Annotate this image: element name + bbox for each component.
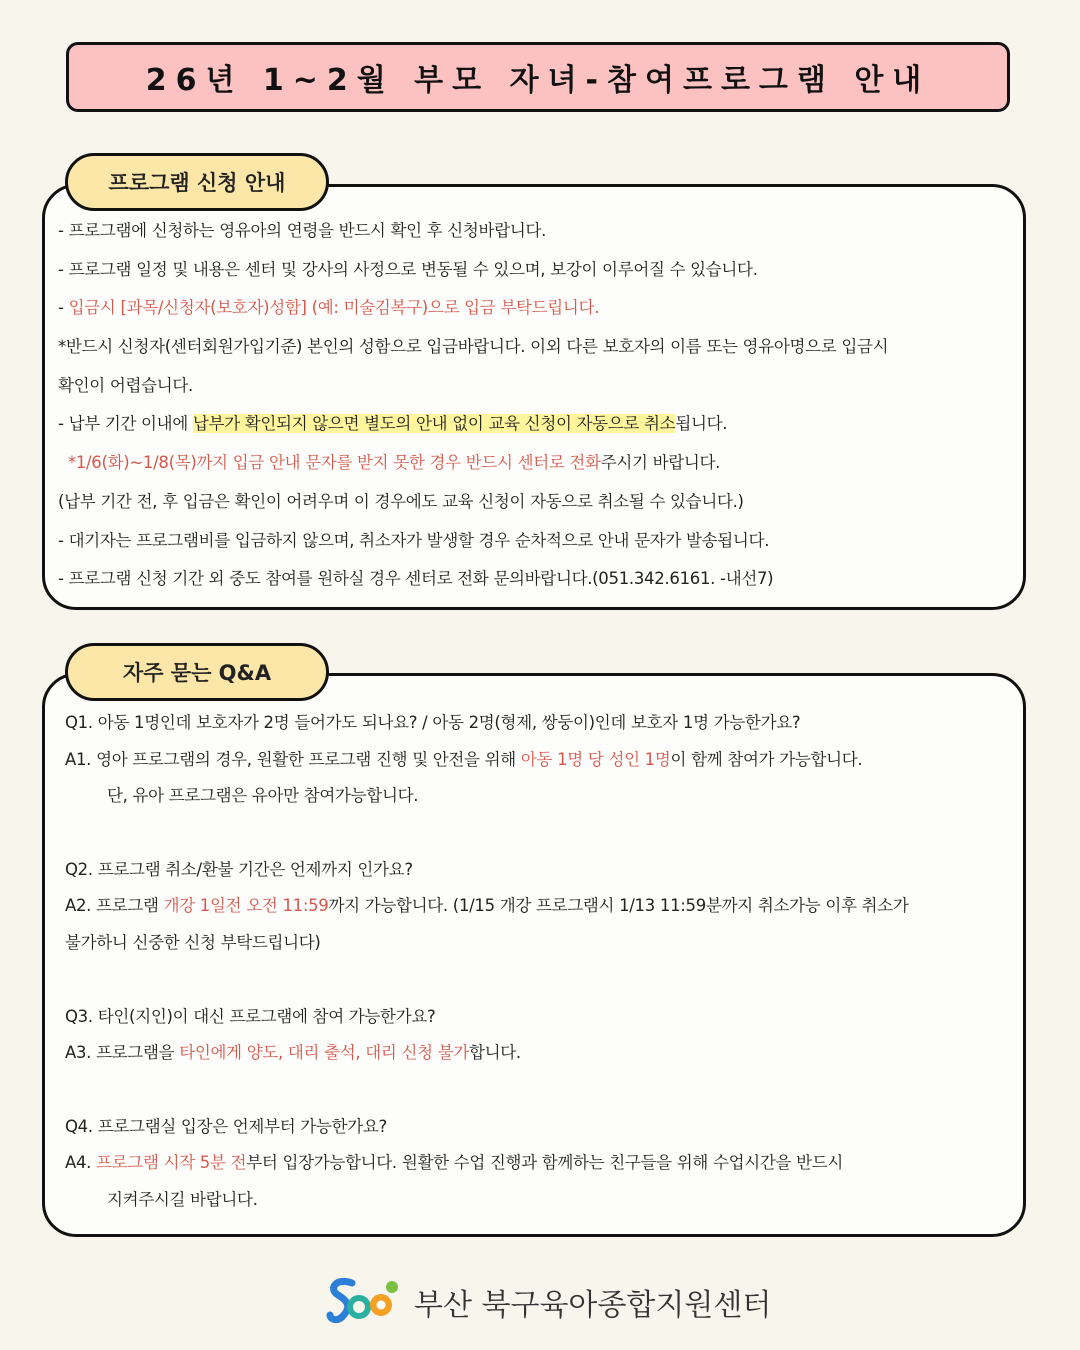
answer-1-emphasis: 아동 1명 당 성인 1명 [520,749,671,769]
answer-4-line2: 지켜주시길 바랍니다. [107,1189,258,1209]
answer-2 [65,888,1005,925]
notice-line: *반드시 신청자(센터회원가입기준) 본인의 성함으로 입금바랍니다. 이외 다른 보호자의 이름 또는 영유아명으로 입금시 [58,337,889,357]
answer-4-suffix: 부터 입장가능합니다. 원활한 수업 진행과 함께하는 친구들을 위해 수업시간을 반드시 [246,1153,844,1173]
answer-1-prefix: A1. 영아 프로그램의 경우, 원활한 프로그램 진행 및 안전을 위해 [65,749,521,769]
question-4: Q4. 프로그램실 입장은 언제부터 가능한가요? [65,1116,387,1136]
notice-line-prefix: - 납부 기간 이내에 [58,414,193,434]
notice-list [58,212,1008,599]
question-3: Q3. 타인(지인)이 대신 프로그램에 참여 가능한가요? [65,1006,436,1026]
notice-line-prefix [58,453,68,472]
answer-3-prefix: A3. 프로그램을 [65,1043,180,1063]
answer-1-suffix: 이 함께 참여가 가능합니다. [670,749,863,769]
question-2: Q2. 프로그램 취소/환불 기간은 언제까지 인가요? [65,859,413,879]
answer-3-suffix: 합니다. [469,1043,521,1063]
call-center-warning: *1/6(화)~1/8(목)까지 입금 안내 문자를 받지 못한 경우 반드시 센터로 전화 [67,453,601,473]
notice-line: (납부 기간 전, 후 입금은 확인이 어려우며 이 경우에도 교육 신청이 자동으로 취소될 수 있습니다.) [58,491,744,511]
center-logo-icon [326,1275,404,1329]
notice-line: - 프로그램 신청 기간 외 중도 참여를 원하실 경우 센터로 전화 문의바랍니다.(051.342.6161. -내선7) [58,569,774,589]
answer-4-emphasis: 프로그램 시작 5분 전 [96,1153,247,1173]
answer-1 [65,742,1005,779]
notice-line-suffix: 주시기 바랍니다. [600,453,721,473]
answer-4-prefix: A4. [65,1153,97,1173]
notice-line [58,405,1008,444]
notice-line: - 프로그램 일정 및 내용은 센터 및 강사의 사정으로 변동될 수 있으며, 보강이 이루어질 수 있습니다. [58,259,758,279]
footer [326,1272,771,1332]
notice-line [58,444,1008,483]
notice-line: - 대기자는 프로그램비를 입금하지 않으며, 취소자가 발생할 경우 순차적으로 안내 문자가 발송됩니다. [58,530,770,550]
title-banner [66,42,1010,112]
answer-3-emphasis: 타인에게 양도, 대리 출석, 대리 신청 불가 [179,1043,470,1063]
answer-1-line2: 단, 유아 프로그램은 유아만 참여가능합니다. [107,786,419,806]
answer-3 [65,1035,1005,1072]
notice-line [58,289,1008,328]
answer-2-prefix: A2. 프로그램 [65,896,164,916]
qa-tab: 자주 묻는 Q&A [65,643,329,701]
qa-list [65,705,1005,1219]
notice-line: 확인이 어렵습니다. [58,375,194,395]
center-name: 부산 북구육아종합지원센터 [414,1288,772,1323]
question-1: Q1. 아동 1명인데 보호자가 2명 들어가도 되나요? / 아동 2명(형제, 쌍둥이)인데 보호자 1명 가능한가요? [65,713,801,732]
notice-line-prefix: - [58,298,69,318]
notice-tab: 프로그램 신청 안내 [65,153,329,211]
answer-2-emphasis: 개강 1일전 오전 11:59 [163,896,329,916]
answer-2-line2: 불가하니 신중한 신청 부탁드립니다) [65,933,321,953]
answer-2-suffix: 까지 가능합니다. (1/15 개강 프로그램시 1/13 11:59분까지 취소가능 이후 취소가 [328,896,909,916]
answer-4 [65,1145,1005,1182]
page-title: 26년 1~2월 부모 자녀-참여프로그램 안내 [145,63,931,98]
notice-line: - 프로그램에 신청하는 영유아의 연령을 반드시 확인 후 신청바랍니다. [58,221,547,240]
notice-line-suffix: 됩니다. [675,414,728,434]
auto-cancel-highlight: 납부가 확인되지 않으면 별도의 안내 없이 교육 신청이 자동으로 취소 [192,414,676,434]
deposit-instruction: 입금시 [과목/신청자(보호자)성함] (예: 미술김복구)으로 입금 부탁드립니다. [68,298,600,318]
